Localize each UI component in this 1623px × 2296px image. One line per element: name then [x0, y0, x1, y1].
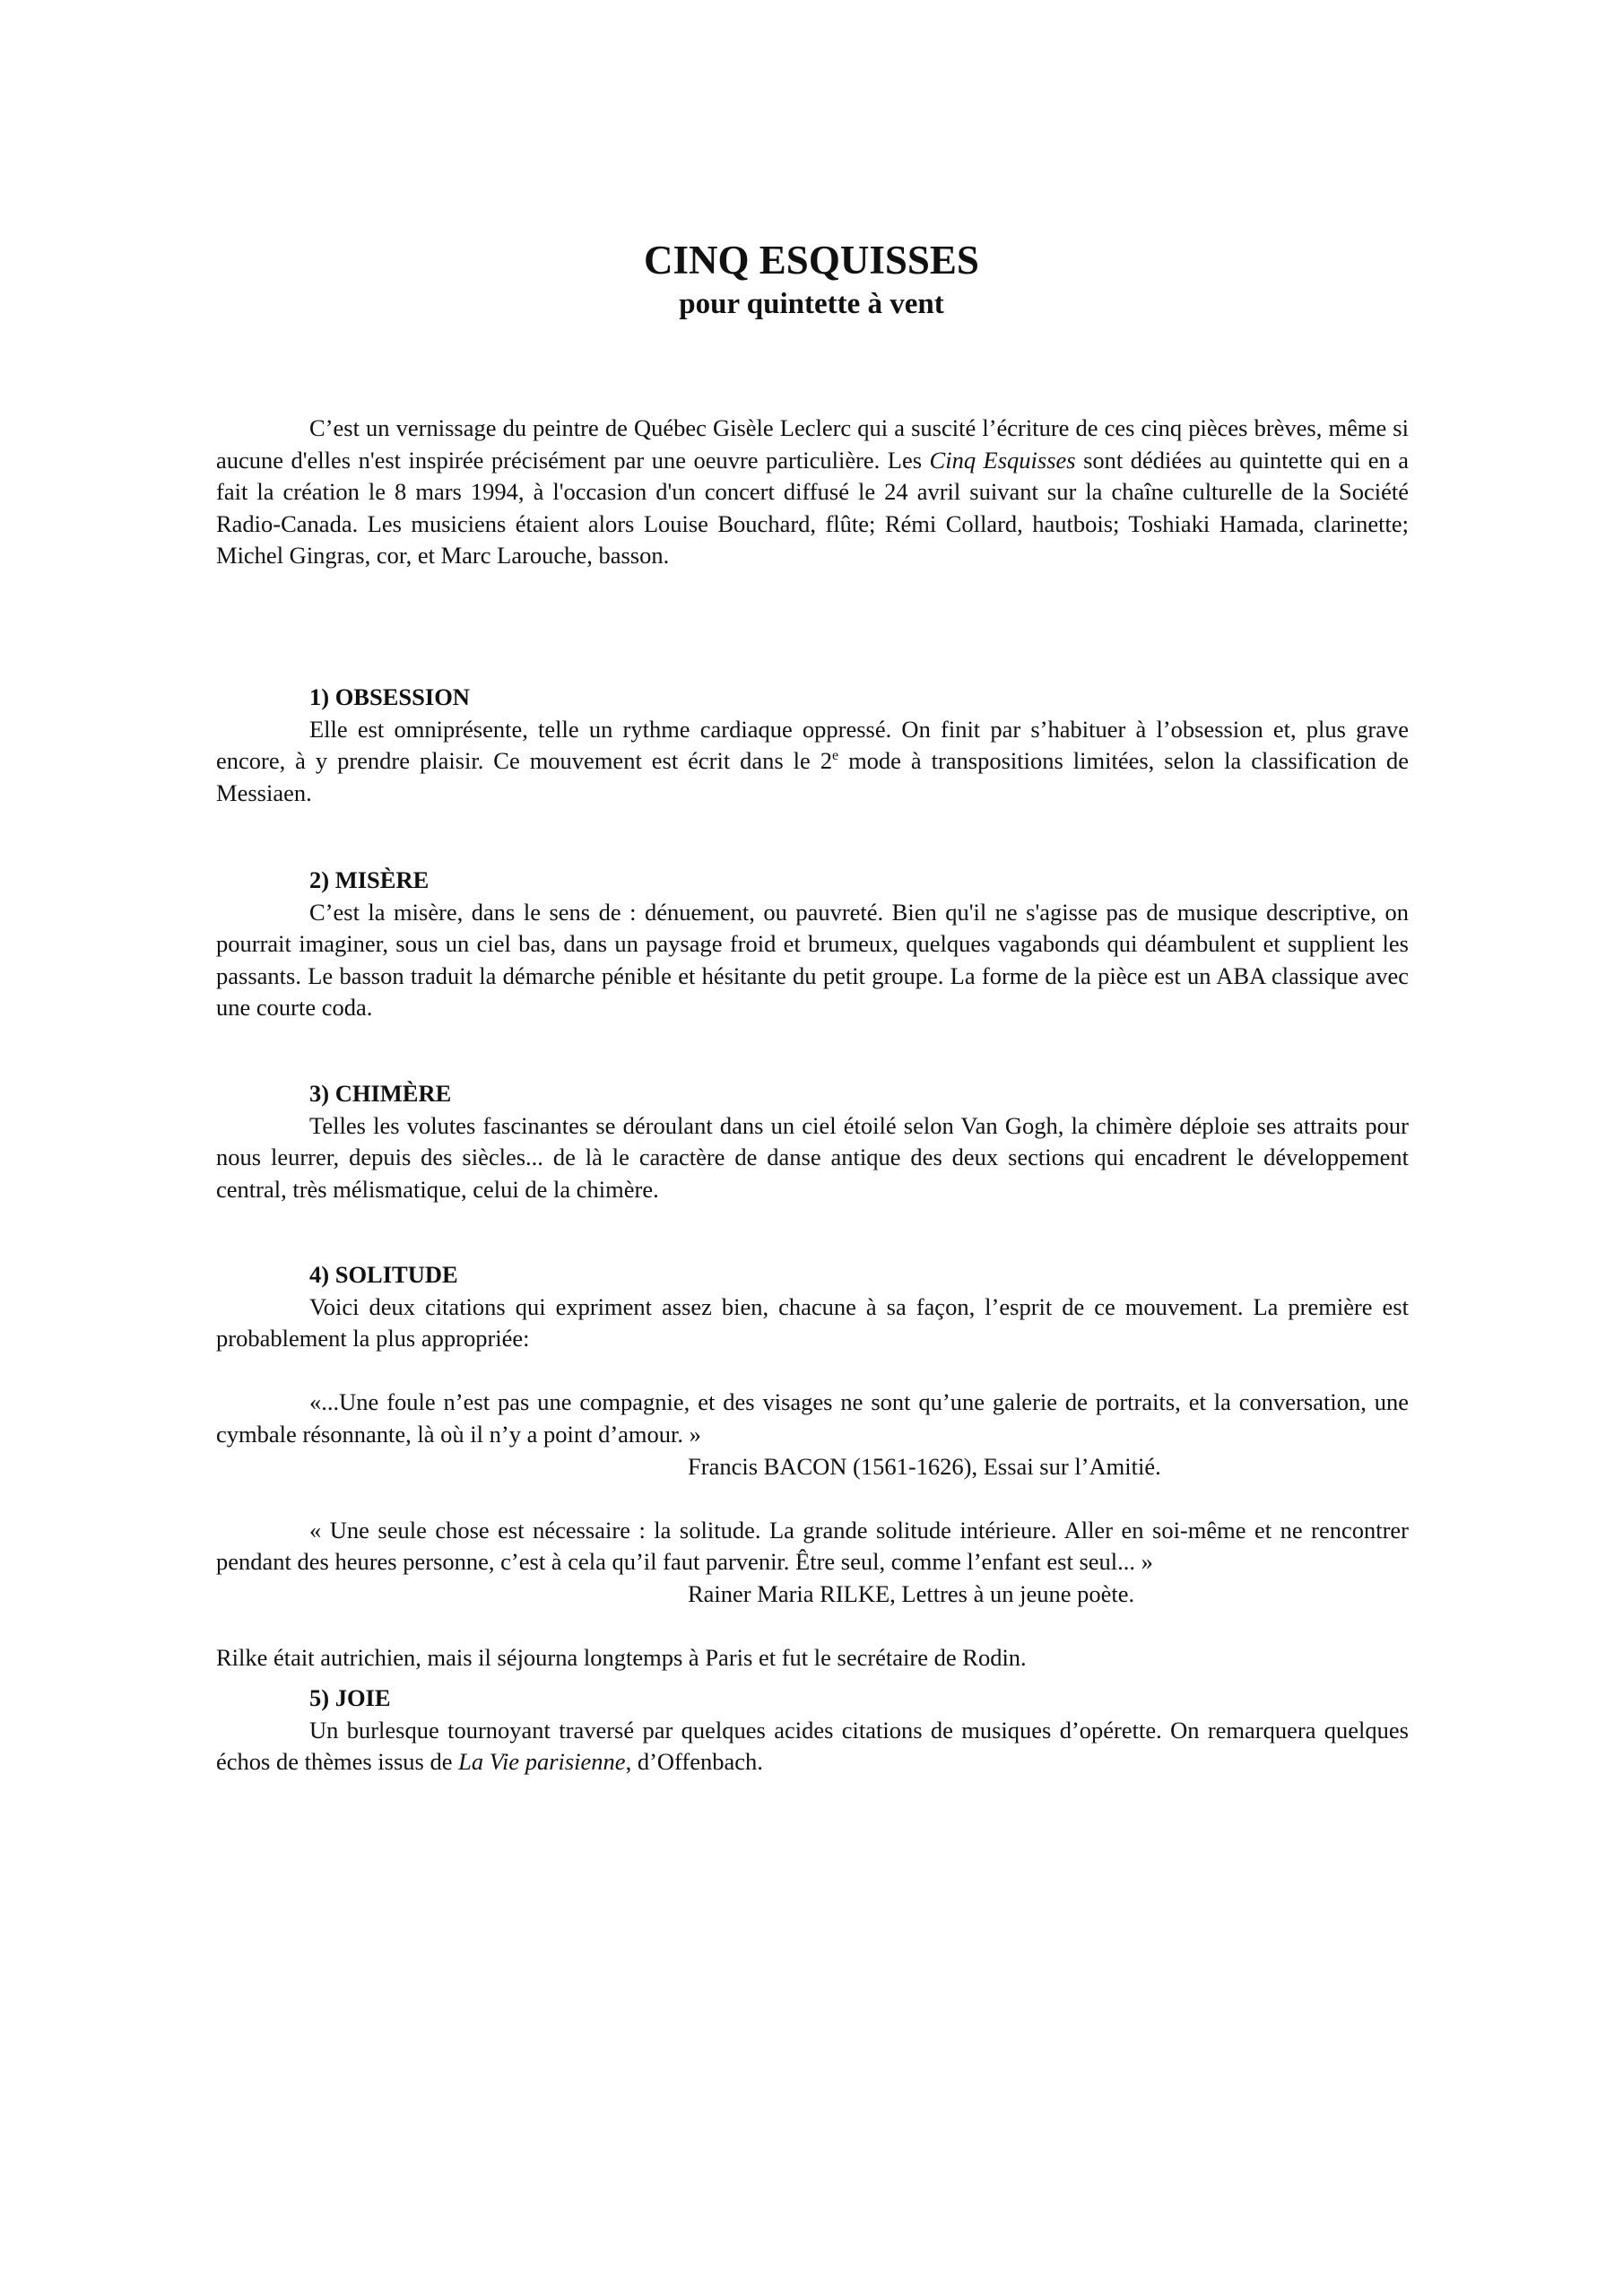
- obsession-text-end: mode à transpositions limitées, selon la classification de Messiaen.: [216, 747, 1409, 806]
- section-heading: 5) JOIE: [309, 1684, 391, 1711]
- section-heading: 4) SOLITUDE: [309, 1261, 458, 1288]
- superscript: e: [832, 748, 839, 764]
- quote-rilke: « Une seule chose est nécessaire : la solitude. La grande solitude intérieure. Aller en soi-même et ne rencontrer pendant des heures personne, c’est à cela qu’il faut parvenir. Être seul, comme l’enfant est seul... »: [216, 1516, 1409, 1576]
- joie-text-start: Un burlesque tournoyant traversé par quelques acides citations de musiques d’opérette. On remarquera quelques échos de thèmes issus de: [216, 1716, 1409, 1776]
- section-paragraph: Telles les volutes fascinantes se déroulant dans un ciel étoilé selon Van Gogh, la chimère déploie ses attraits pour nous leurrer, depuis des siècles... de là le caractère de danse antique des deux sections qui encadrent le développement central, très mélismatique, celui de la chimère.: [216, 1111, 1409, 1203]
- section-note: Rilke était autrichien, mais il séjourna longtemps à Paris et fut le secrétaire de Rodin.: [216, 1644, 1027, 1672]
- joie-italic-title: La Vie parisienne: [458, 1748, 626, 1776]
- intro-text-start: C’est un vernissage du peintre de Québec Gisèle Leclerc qui a suscité l’écriture de ces cinq pièces brèves, même si aucune d'elles n'est inspirée précisément par une oeuvre particulière. Les: [216, 414, 1409, 474]
- document-title: CINQ ESQUISSES: [644, 238, 979, 283]
- section-solitude: [216, 1259, 1409, 1674]
- section-heading: 2) MISÈRE: [309, 866, 430, 893]
- section-paragraph: [216, 1715, 1409, 1779]
- intro-block: [216, 413, 1409, 572]
- intro-italic-title: Cinq Esquisses: [929, 446, 1076, 474]
- quote-attribution: Rainer Maria RILKE, Lettres à un jeune poète.: [688, 1579, 1135, 1607]
- section-paragraph: C’est la misère, dans le sens de : dénuement, ou pauvreté. Bien qu'il ne s'agisse pas de musique descriptive, on pourrait imaginer, sous un ciel bas, dans un paysage froid et brumeux, quelques vagabonds qui déambulent et supplient les passants. Le basson traduit la démarche pénible et hésitante du petit groupe. La forme de la pièce est un ABA classique avec une courte coda.: [216, 898, 1409, 1022]
- section-paragraph: [216, 714, 1409, 810]
- joie-text-end: , d’Offenbach.: [625, 1748, 763, 1776]
- section-obsession: [216, 682, 1409, 809]
- document-subtitle: pour quintette à vent: [679, 288, 944, 320]
- quote-bacon: «...Une foule n’est pas une compagnie, et des visages ne sont qu’une galerie de portraits, et la conversation, une cymbale résonnante, là où il n’y a point d’amour. »: [216, 1388, 1409, 1448]
- intro-paragraph: [216, 413, 1409, 572]
- section-paragraph: Voici deux citations qui expriment assez bien, chacune à sa façon, l’esprit de ce mouvement. La première est probablement la plus appropriée:: [216, 1292, 1409, 1352]
- section-heading: 3) CHIMÈRE: [309, 1080, 452, 1107]
- section-misere: [216, 865, 1409, 1024]
- section-joie: [216, 1683, 1409, 1779]
- section-heading: 1) OBSESSION: [309, 683, 470, 710]
- intro-text-end: sont dédiées au quintette qui en a fait la création le 8 mars 1994, à l'occasion d'un concert diffusé le 24 avril suivant sur la chaîne culturelle de la Société Radio-Canada. Les musiciens étaient alors Louise Bouchard, flûte; Rémi Collard, hautbois; Toshiaki Hamada, clarinette; Michel Gingras, cor, et Marc Larouche, basson.: [216, 446, 1409, 570]
- section-chimere: [216, 1078, 1409, 1205]
- quote-attribution: Francis BACON (1561-1626), Essai sur l’Amitié.: [688, 1452, 1161, 1480]
- obsession-text-start: Elle est omniprésente, telle un rythme cardiaque oppressé. On finit par s’habituer à l’obsession et, plus grave encore, à y prendre plaisir. Ce mouvement est écrit dans le 2: [216, 715, 1409, 775]
